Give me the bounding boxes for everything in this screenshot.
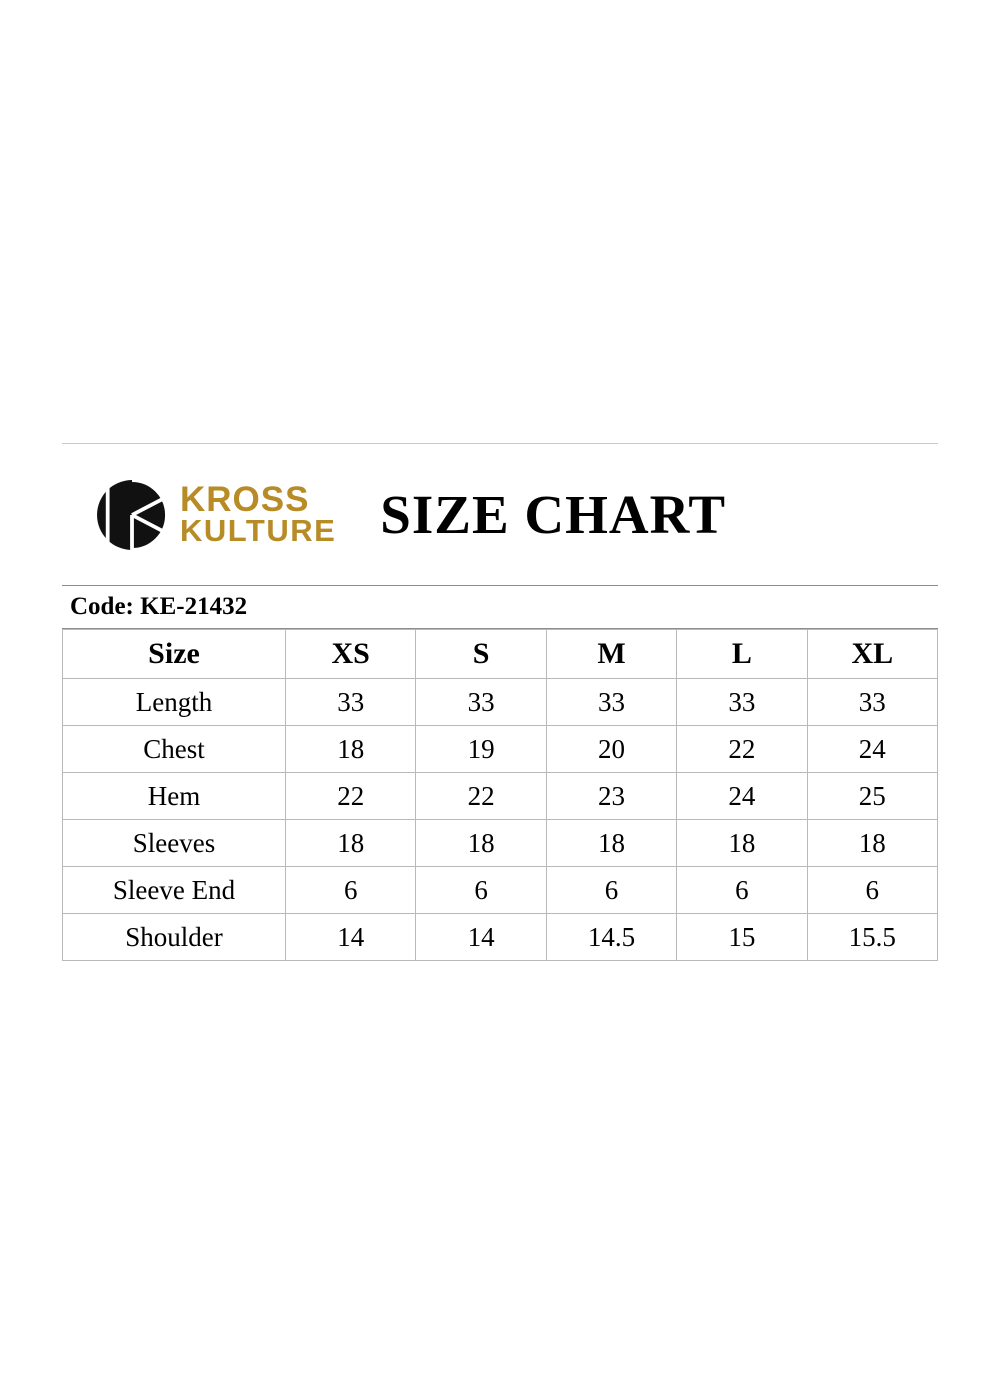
cell-value: 15	[677, 914, 807, 961]
cell-value: 23	[546, 773, 676, 820]
brand-logo	[94, 477, 336, 553]
brand-wordmark	[180, 480, 337, 549]
column-header-l: L	[677, 630, 807, 679]
row-label: Chest	[63, 726, 286, 773]
row-label: Shoulder	[63, 914, 286, 961]
cell-value: 33	[286, 679, 416, 726]
table-row	[63, 773, 938, 820]
table-row	[63, 867, 938, 914]
row-label: Sleeves	[63, 820, 286, 867]
cell-value: 14.5	[546, 914, 676, 961]
cell-value: 6	[807, 867, 937, 914]
cell-value: 22	[286, 773, 416, 820]
cell-value: 33	[807, 679, 937, 726]
brand-name-line1: KROSS	[180, 480, 310, 520]
cell-value: 14	[416, 914, 546, 961]
column-header-s: S	[416, 630, 546, 679]
cell-value: 18	[546, 820, 676, 867]
column-header-xl: XL	[807, 630, 937, 679]
brand-name-line2: KULTURE	[180, 513, 337, 549]
cell-value: 18	[416, 820, 546, 867]
cell-value: 18	[286, 726, 416, 773]
product-code-row	[62, 586, 938, 629]
cell-value: 20	[546, 726, 676, 773]
chart-header	[62, 443, 938, 586]
cell-value: 18	[677, 820, 807, 867]
row-label: Length	[63, 679, 286, 726]
cell-value: 33	[677, 679, 807, 726]
kross-kulture-logo-icon	[94, 477, 170, 553]
product-code: Code: KE-21432	[70, 593, 248, 620]
cell-value: 24	[677, 773, 807, 820]
cell-value: 6	[416, 867, 546, 914]
cell-value: 22	[416, 773, 546, 820]
cell-value: 18	[807, 820, 937, 867]
table-row	[63, 679, 938, 726]
cell-value: 33	[416, 679, 546, 726]
cell-value: 14	[286, 914, 416, 961]
cell-value: 18	[286, 820, 416, 867]
column-header-m: M	[546, 630, 676, 679]
size-measurements-table	[62, 629, 938, 961]
cell-value: 6	[677, 867, 807, 914]
table-row	[63, 914, 938, 961]
table-row	[63, 820, 938, 867]
row-label: Hem	[63, 773, 286, 820]
cell-value: 25	[807, 773, 937, 820]
column-header-size: Size	[63, 630, 286, 679]
page-title: SIZE CHART	[380, 484, 727, 545]
cell-value: 6	[546, 867, 676, 914]
cell-value: 15.5	[807, 914, 937, 961]
row-label: Sleeve End	[63, 867, 286, 914]
cell-value: 19	[416, 726, 546, 773]
cell-value: 33	[546, 679, 676, 726]
table-row	[63, 726, 938, 773]
cell-value: 22	[677, 726, 807, 773]
cell-value: 6	[286, 867, 416, 914]
table-header-row	[63, 630, 938, 679]
size-chart-sheet	[62, 443, 938, 961]
cell-value: 24	[807, 726, 937, 773]
column-header-xs: XS	[286, 630, 416, 679]
